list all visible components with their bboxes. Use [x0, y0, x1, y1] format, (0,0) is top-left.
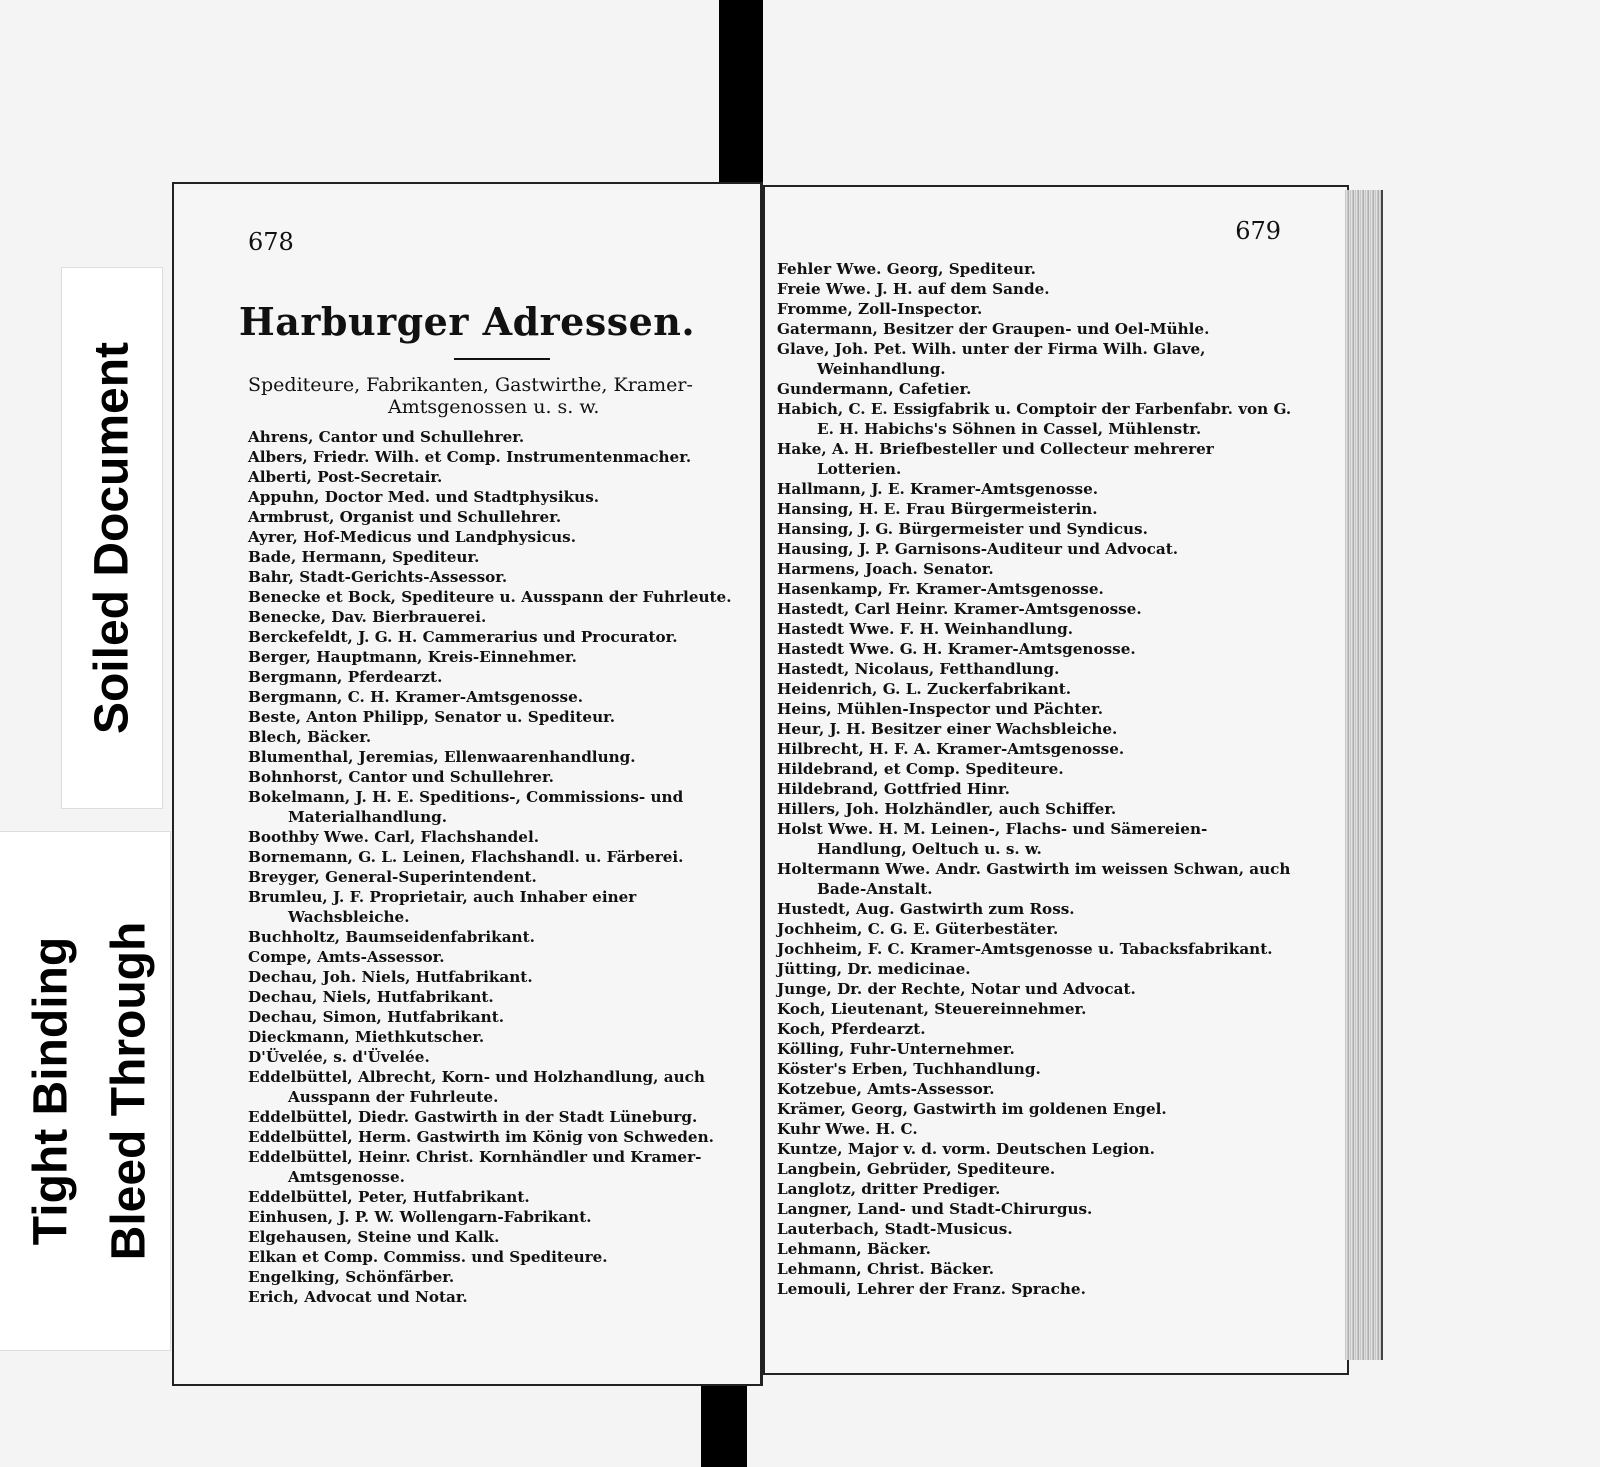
tight-binding-text: Tight Binding: [24, 936, 78, 1246]
address-entry: Harmens, Joach. Senator.: [777, 560, 994, 578]
address-entry: Jütting, Dr. medicinae.: [777, 960, 971, 978]
address-entry: Lehmann, Christ. Bäcker.: [777, 1260, 994, 1278]
address-entry: Hallmann, J. E. Kramer-Amtsgenosse.: [777, 480, 1099, 498]
address-entry: Erich, Advocat und Notar.: [248, 1288, 468, 1306]
address-entry: Hastedt Wwe. G. H. Kramer-Amtsgenosse.: [777, 640, 1136, 658]
address-entry: Bokelmann, J. H. E. Speditions-, Commissions- und Materialhandlung.: [248, 788, 684, 826]
address-entry: Alberti, Post-Secretair.: [248, 468, 443, 486]
page-edges: [1345, 190, 1383, 1360]
address-entry: Hilbrecht, H. F. A. Kramer-Amtsgenosse.: [777, 740, 1125, 758]
address-entry: Eddelbüttel, Albrecht, Korn- und Holzhandlung, auch Ausspann der Fuhrleute.: [248, 1068, 705, 1106]
address-entry: Berckefeldt, J. G. H. Cammerarius und Procurator.: [248, 628, 678, 646]
address-entry: Heins, Mühlen-Inspector und Pächter.: [777, 700, 1103, 718]
address-entry: Brumleu, J. F. Proprietair, auch Inhaber einer Wachsbleiche.: [248, 888, 637, 926]
address-entry: Eddelbüttel, Diedr. Gastwirth in der Stadt Lüneburg.: [248, 1108, 698, 1126]
address-entry: Eddelbüttel, Heinr. Christ. Kornhändler und Kramer-Amtsgenosse.: [248, 1148, 702, 1186]
address-entry: Kuntze, Major v. d. vorm. Deutschen Legion.: [777, 1140, 1155, 1158]
address-entry: Hastedt, Carl Heinr. Kramer-Amtsgenosse.: [777, 600, 1142, 618]
address-entry: Bohnhorst, Cantor und Schullehrer.: [248, 768, 554, 786]
address-entry: Köster's Erben, Tuchhandlung.: [777, 1060, 1041, 1078]
address-entry: Hansing, J. G. Bürgermeister und Syndicus.: [777, 520, 1148, 538]
address-entry: Compe, Amts-Assessor.: [248, 948, 445, 966]
address-entry: Einhusen, J. P. W. Wollengarn-Fabrikant.: [248, 1208, 592, 1226]
address-entry: Engelking, Schönfärber.: [248, 1268, 455, 1286]
address-entry: Lemouli, Lehrer der Franz. Sprache.: [777, 1280, 1086, 1298]
address-entry: Ahrens, Cantor und Schullehrer.: [248, 428, 525, 446]
address-entry: Jochheim, F. C. Kramer-Amtsgenosse u. Tabacksfabrikant.: [777, 940, 1273, 958]
address-entry: Lauterbach, Stadt-Musicus.: [777, 1220, 1013, 1238]
address-entry: Krämer, Georg, Gastwirth im goldenen Engel.: [777, 1100, 1167, 1118]
address-entry: Bade, Hermann, Spediteur.: [248, 548, 480, 566]
address-entry: Elgehausen, Steine und Kalk.: [248, 1228, 500, 1246]
address-entry: Beste, Anton Philipp, Senator u. Spediteur.: [248, 708, 616, 726]
address-entry: Albers, Friedr. Wilh. et Comp. Instrumentenmacher.: [248, 448, 692, 466]
soiled-document-label: [62, 268, 162, 808]
address-entry: Elkan et Comp. Commiss. und Spediteure.: [248, 1248, 608, 1266]
address-entry: Habich, C. E. Essigfabrik u. Comptoir der Farbenfabr. von G. E. H. Habichs's Söhnen in Cassel, Mühlenstr.: [777, 400, 1292, 438]
address-entry: Bergmann, Pferdearzt.: [248, 668, 443, 686]
address-entry: Koch, Lieutenant, Steuereinnehmer.: [777, 1000, 1087, 1018]
address-entry: Hastedt Wwe. F. H. Weinhandlung.: [777, 620, 1074, 638]
address-entry: Dechau, Joh. Niels, Hutfabrikant.: [248, 968, 533, 986]
address-entry: Blech, Bäcker.: [248, 728, 372, 746]
binding-bleed-label: [0, 832, 170, 1350]
right-entry-list: [777, 259, 1292, 1299]
address-entry: Hasenkamp, Fr. Kramer-Amtsgenosse.: [777, 580, 1104, 598]
address-entry: Kuhr Wwe. H. C.: [777, 1120, 918, 1138]
address-entry: Dechau, Niels, Hutfabrikant.: [248, 988, 494, 1006]
address-entry: Fehler Wwe. Georg, Spediteur.: [777, 260, 1036, 278]
address-entry: Holtermann Wwe. Andr. Gastwirth im weissen Schwan, auch Bade-Anstalt.: [777, 860, 1291, 898]
address-entry: Junge, Dr. der Rechte, Notar und Advocat.: [777, 980, 1136, 998]
address-entry: Freie Wwe. J. H. auf dem Sande.: [777, 280, 1050, 298]
address-entry: Lehmann, Bäcker.: [777, 1240, 931, 1258]
subtitle-line-2: Amtsgenossen u. s. w.: [388, 396, 600, 418]
address-entry: Kotzebue, Amts-Assessor.: [777, 1080, 995, 1098]
binding-strap-top: [719, 0, 763, 200]
address-entry: D'Üvelée, s. d'Üvelée.: [248, 1048, 430, 1066]
address-entry: Bergmann, C. H. Kramer-Amtsgenosse.: [248, 688, 584, 706]
address-entry: Hake, A. H. Briefbesteller und Collecteur mehrerer Lotterien.: [777, 440, 1214, 478]
address-entry: Eddelbüttel, Peter, Hutfabrikant.: [248, 1188, 530, 1206]
address-entry: Appuhn, Doctor Med. und Stadtphysikus.: [248, 488, 600, 506]
address-entry: Buchholtz, Baumseidenfabrikant.: [248, 928, 535, 946]
address-entry: Hillers, Joh. Holzhändler, auch Schiffer.: [777, 800, 1117, 818]
address-entry: Hustedt, Aug. Gastwirth zum Ross.: [777, 900, 1075, 918]
left-page: [172, 182, 763, 1386]
address-entry: Hildebrand, et Comp. Spediteure.: [777, 760, 1064, 778]
address-entry: Hildebrand, Gottfried Hinr.: [777, 780, 1010, 798]
address-entry: Breyger, General-Superintendent.: [248, 868, 537, 886]
address-entry: Armbrust, Organist und Schullehrer.: [248, 508, 562, 526]
address-entry: Langbein, Gebrüder, Spediteure.: [777, 1160, 1056, 1178]
subtitle-line-1: Spediteure, Fabrikanten, Gastwirthe, Kramer-: [248, 374, 693, 396]
address-entry: Jochheim, C. G. E. Güterbestäter.: [777, 920, 1059, 938]
address-entry: Gatermann, Besitzer der Graupen- und Oel-Mühle.: [777, 320, 1210, 338]
address-entry: Langner, Land- und Stadt-Chirurgus.: [777, 1200, 1093, 1218]
page-number-left: 678: [248, 228, 294, 256]
address-entry: Kölling, Fuhr-Unternehmer.: [777, 1040, 1015, 1058]
address-entry: Blumenthal, Jeremias, Ellenwaarenhandlung.: [248, 748, 636, 766]
address-entry: Dieckmann, Miethkutscher.: [248, 1028, 485, 1046]
soiled-document-text: Soiled Document: [85, 341, 139, 735]
address-entry: Heidenrich, G. L. Zuckerfabrikant.: [777, 680, 1072, 698]
address-entry: Dechau, Simon, Hutfabrikant.: [248, 1008, 505, 1026]
section-subtitle: [248, 374, 748, 418]
right-page: [763, 185, 1349, 1375]
address-entry: Gundermann, Cafetier.: [777, 380, 972, 398]
left-entry-list: [248, 427, 748, 1307]
address-entry: Hausing, J. P. Garnisons-Auditeur und Advocat.: [777, 540, 1179, 558]
address-entry: Hastedt, Nicolaus, Fetthandlung.: [777, 660, 1060, 678]
address-entry: Heur, J. H. Besitzer einer Wachsbleiche.: [777, 720, 1118, 738]
address-entry: Berger, Hauptmann, Kreis-Einnehmer.: [248, 648, 577, 666]
title-rule: [454, 358, 550, 360]
address-entry: Bornemann, G. L. Leinen, Flachshandl. u. Färberei.: [248, 848, 684, 866]
address-entry: Glave, Joh. Pet. Wilh. unter der Firma Wilh. Glave, Weinhandlung.: [777, 340, 1206, 378]
address-entry: Boothby Wwe. Carl, Flachshandel.: [248, 828, 540, 846]
address-entry: Hansing, H. E. Frau Bürgermeisterin.: [777, 500, 1098, 518]
address-entry: Eddelbüttel, Herm. Gastwirth im König von Schweden.: [248, 1128, 714, 1146]
address-entry: Ayrer, Hof-Medicus und Landphysicus.: [248, 528, 576, 546]
address-entry: Benecke, Dav. Bierbrauerei.: [248, 608, 487, 626]
bleed-through-text: Bleed Through: [102, 921, 156, 1261]
address-entry: Fromme, Zoll-Inspector.: [777, 300, 983, 318]
address-entry: Bahr, Stadt-Gerichts-Assessor.: [248, 568, 508, 586]
page-number-right: 679: [1235, 217, 1281, 245]
address-entry: Benecke et Bock, Spediteure u. Ausspann der Fuhrleute.: [248, 588, 732, 606]
address-entry: Langlotz, dritter Prediger.: [777, 1180, 1001, 1198]
address-entry: Holst Wwe. H. M. Leinen-, Flachs- und Sämereien-Handlung, Oeltuch u. s. w.: [777, 820, 1208, 858]
page-title: Harburger Adressen.: [238, 299, 696, 344]
address-entry: Koch, Pferdearzt.: [777, 1020, 926, 1038]
